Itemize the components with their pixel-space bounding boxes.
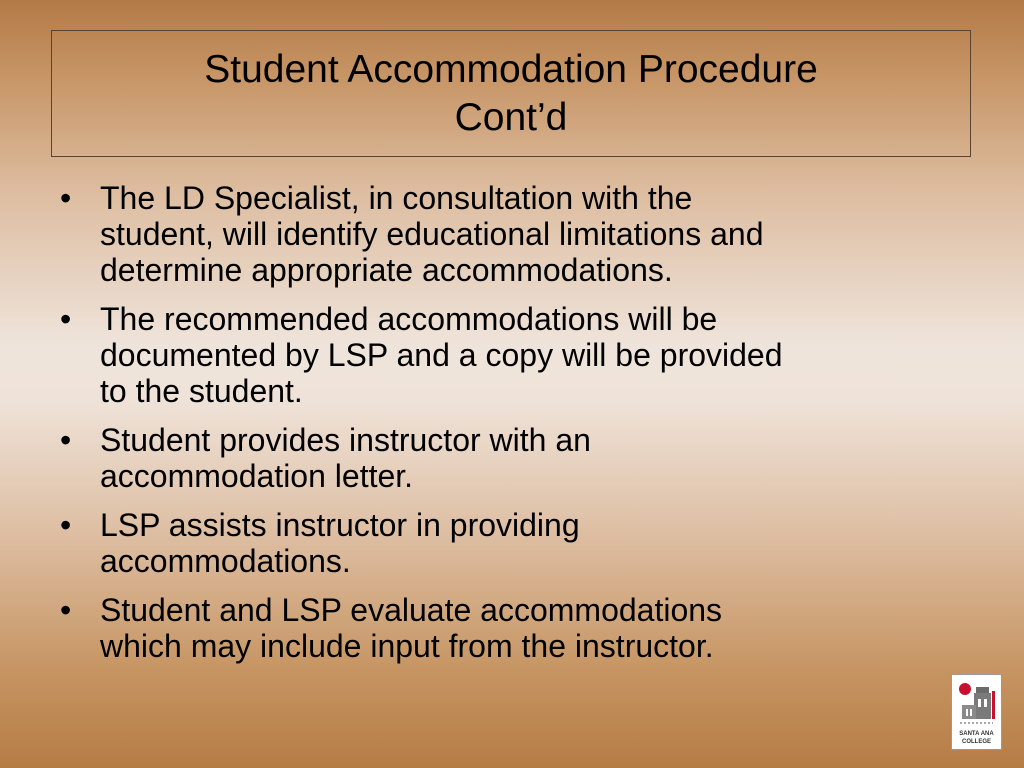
- bullet-item-5: [57, 592, 957, 664]
- bullet-4-line-2: accommodations.: [100, 543, 351, 579]
- bullet-icon: •: [60, 422, 72, 458]
- logo-accent-bar: [992, 691, 995, 719]
- logo-wing: [962, 705, 976, 719]
- logo-text-line-2: COLLEGE: [961, 739, 992, 745]
- logo-text-line-1: SANTA ANA: [959, 731, 994, 737]
- logo-tower: [974, 693, 991, 719]
- bullet-5-line-2: which may include input from the instructor.: [100, 628, 714, 664]
- bullet-1-line-3: determine appropriate accommodations.: [100, 252, 673, 288]
- bullet-1-line-1: The LD Specialist, in consultation with the: [100, 180, 693, 216]
- logo-window-3: [966, 709, 968, 716]
- college-logo-icon: [952, 675, 1001, 749]
- bullet-item-4: [57, 507, 957, 579]
- slide-title-box: [51, 30, 971, 157]
- bullet-2-line-2: documented by LSP and a copy will be provided: [100, 337, 783, 373]
- bullet-2-line-3: to the student.: [100, 373, 303, 409]
- logo-window-2: [984, 699, 987, 707]
- slide-title-line-1: Student Accommodation Procedure: [204, 47, 818, 91]
- bullet-icon: •: [60, 301, 72, 337]
- logo-window-4: [970, 709, 972, 716]
- bullet-icon: •: [60, 507, 72, 543]
- bullet-4-line-1: LSP assists instructor in providing: [100, 507, 580, 543]
- bullet-5-line-1: Student and LSP evaluate accommodations: [100, 592, 723, 628]
- bullet-item-3: [57, 422, 957, 494]
- bullet-item-2: [57, 301, 957, 409]
- logo-window-1: [978, 699, 981, 707]
- bullet-1-line-2: student, will identify educational limitations and: [100, 216, 764, 252]
- bullet-icon: •: [60, 180, 72, 216]
- santa-ana-college-logo: [951, 674, 1002, 750]
- bullet-2-line-1: The recommended accommodations will be: [100, 301, 718, 337]
- logo-sun-shape: [959, 683, 971, 695]
- bullet-item-1: [57, 180, 957, 288]
- bullet-icon: •: [60, 592, 72, 628]
- bullet-list: [57, 180, 957, 677]
- logo-tower-top: [976, 687, 989, 693]
- bullet-3-line-2: accommodation letter.: [100, 458, 414, 494]
- slide-title-line-2: Cont’d: [454, 95, 568, 139]
- bullet-3-line-1: Student provides instructor with an: [100, 422, 591, 458]
